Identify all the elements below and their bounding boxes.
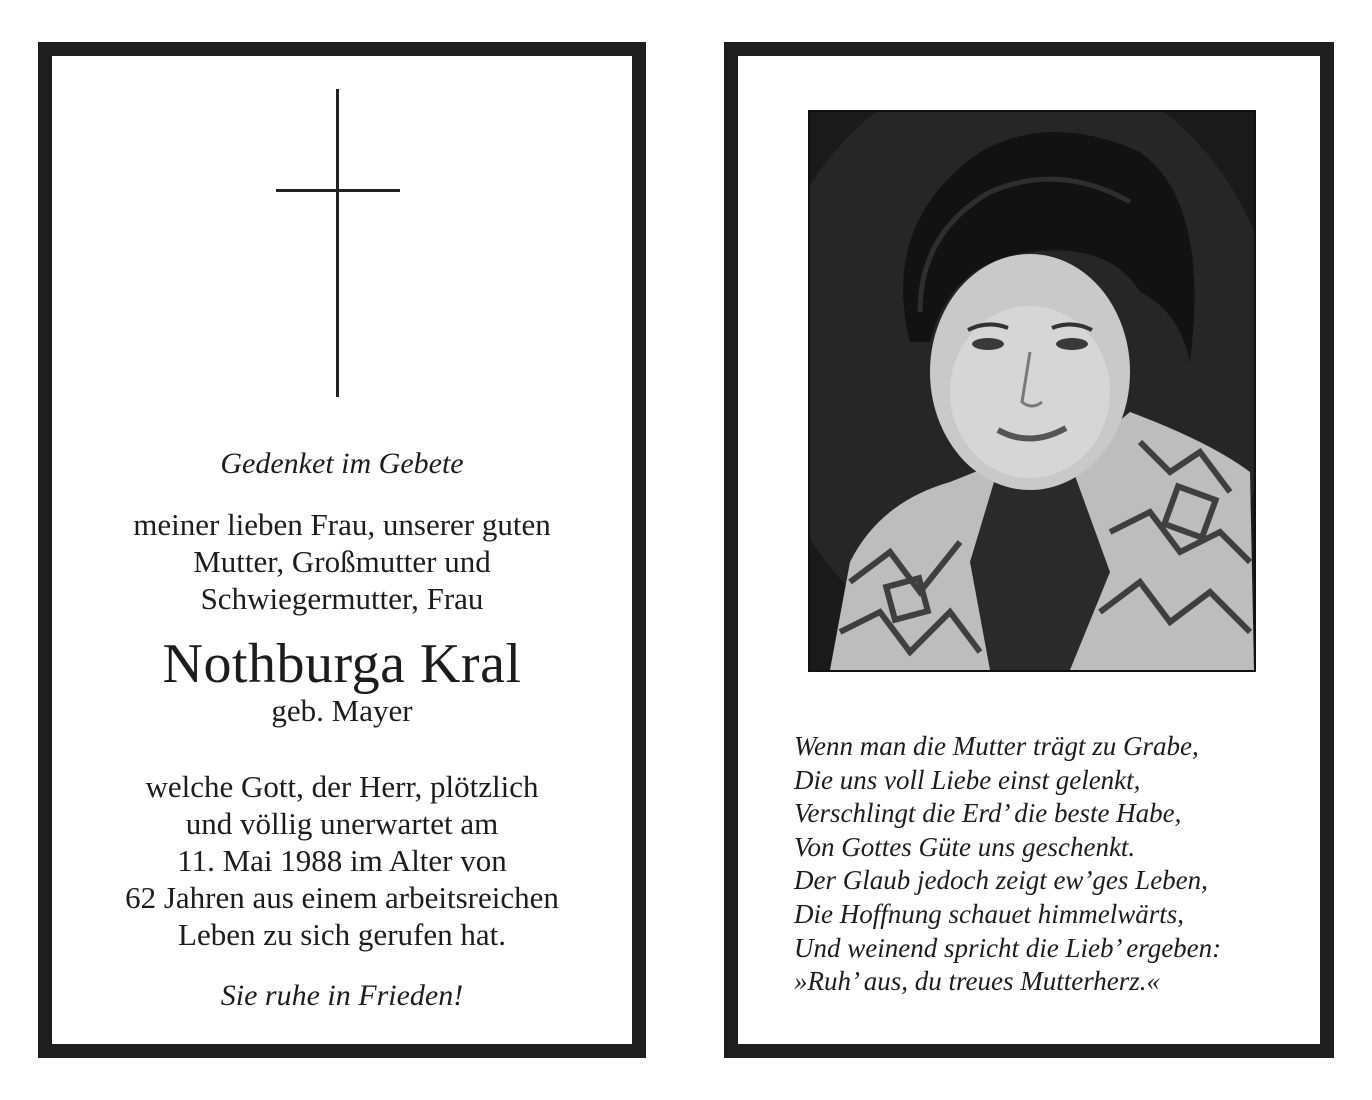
portrait-photo: [808, 110, 1256, 672]
body-line: Leben zu sich gerufen hat.: [178, 917, 506, 952]
poem-line: »Ruh’ aus, du treues Mutterherz.«: [794, 966, 1160, 997]
maiden-name: geb. Mayer: [271, 693, 413, 728]
poem-line: Verschlingt die Erd’ die beste Habe,: [794, 798, 1182, 829]
closing-blessing: Sie ruhe in Frieden!: [220, 979, 464, 1012]
body-text: [52, 768, 632, 953]
memorial-card-left: [38, 42, 646, 1058]
portrait-illustration: [810, 112, 1254, 670]
body-line: und völlig unerwartet am: [185, 806, 499, 841]
body-line: welche Gott, der Herr, plötzlich: [145, 769, 539, 804]
intro-text: [52, 506, 632, 617]
cross-icon: [336, 89, 339, 397]
memorial-poem: [794, 730, 1314, 999]
memorial-card-right: [724, 42, 1334, 1058]
cross-icon-bar: [276, 189, 400, 192]
body-line: 11. Mai 1988 im Alter von: [177, 843, 507, 878]
poem-line: Die Hoffnung schauet himmelwärts,: [794, 898, 1184, 929]
poem-line: Von Gottes Güte uns geschenkt.: [794, 831, 1136, 862]
intro-line: Schwiegermutter, Frau: [200, 581, 484, 616]
intro-line: meiner lieben Frau, unserer guten: [133, 507, 551, 542]
poem-line: Der Glaub jedoch zeigt ew’ges Leben,: [794, 865, 1208, 896]
poem-line: Und weinend spricht die Lieb’ ergeben:: [794, 932, 1222, 963]
poem-line: Wenn man die Mutter trägt zu Grabe,: [794, 731, 1199, 761]
deceased-name: Nothburga Kral: [162, 633, 522, 695]
poem-line: Die uns voll Liebe einst gelenkt,: [794, 764, 1141, 795]
prayer-heading: Gedenket im Gebete: [220, 447, 464, 480]
intro-line: Mutter, Großmutter und: [193, 544, 491, 579]
body-line: 62 Jahren aus einem arbeitsreichen: [125, 880, 559, 915]
